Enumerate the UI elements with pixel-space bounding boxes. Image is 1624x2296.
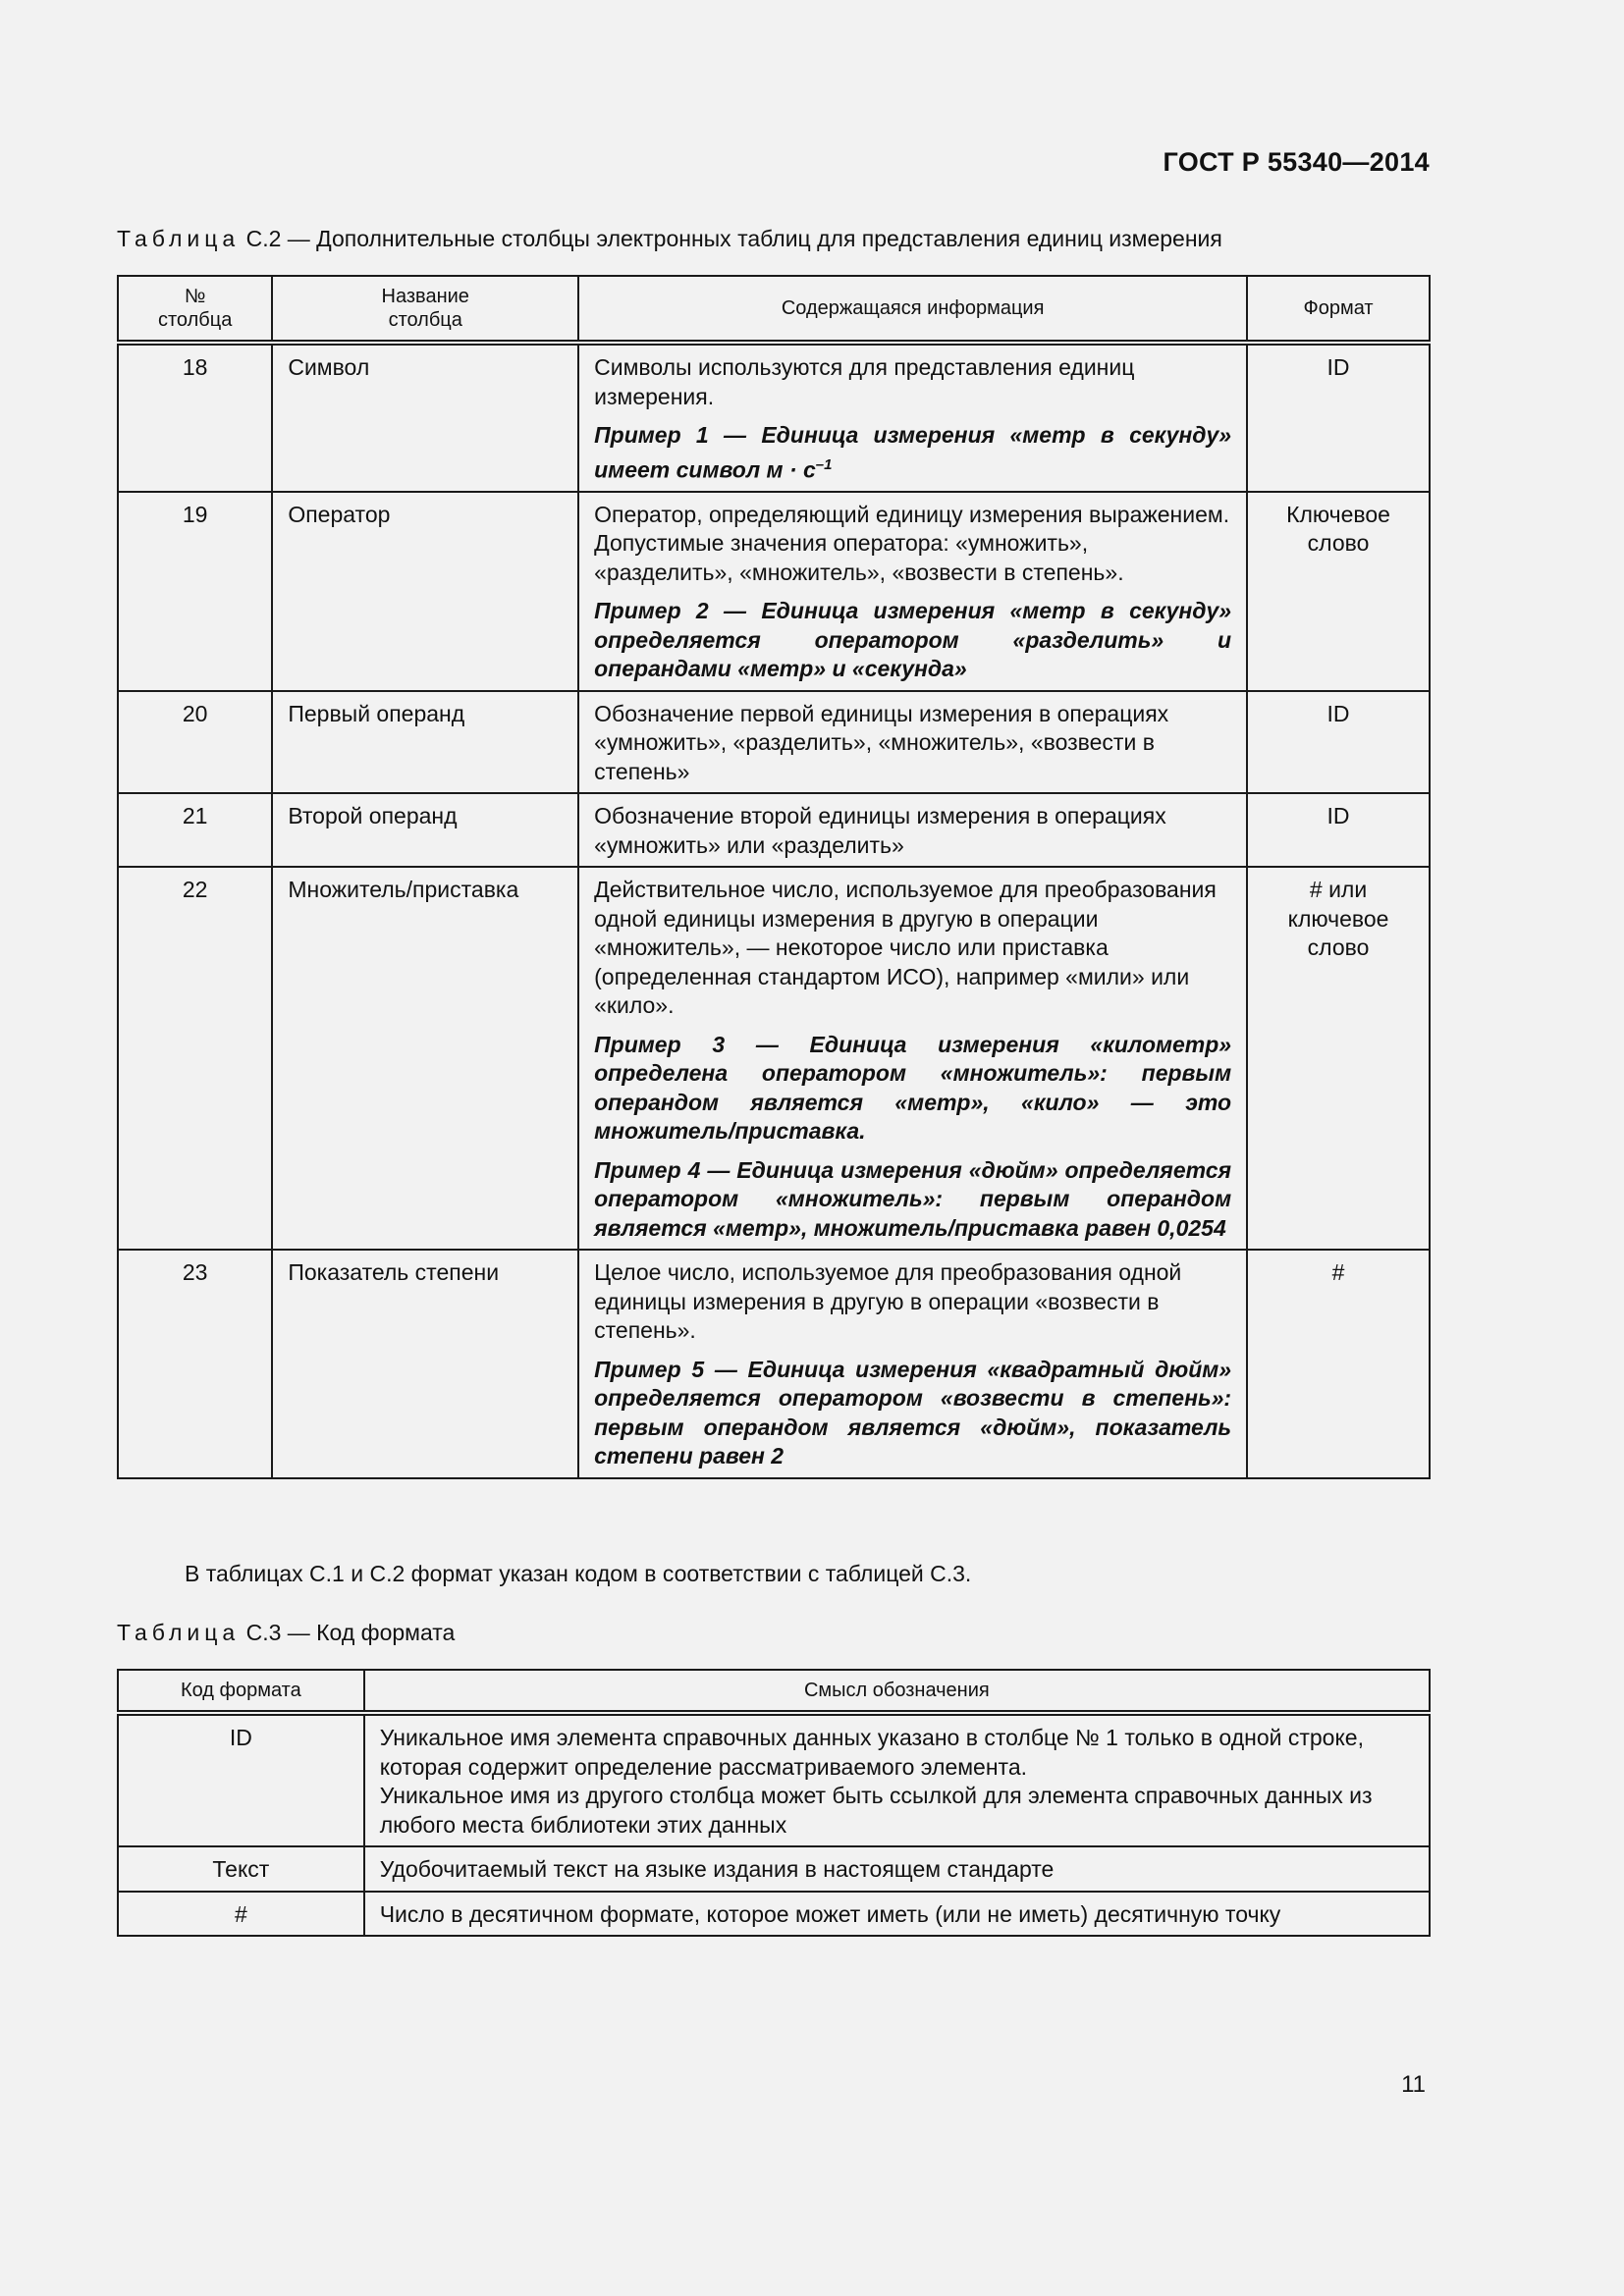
format-cell: ID (1247, 691, 1430, 794)
table-c2-caption (117, 226, 1222, 252)
table-row (118, 793, 1430, 867)
table-c2-caption-word: Таблица (117, 226, 241, 251)
header-format-code: Код формата (118, 1670, 364, 1713)
contained-info-cell (578, 492, 1247, 691)
header-column-name: Название столбца (272, 276, 578, 343)
info-text: Действительное число, используемое для преобразования одной единицы измерения в другую в операции «множитель», — некоторое число или приставка (определенная стандартом ИСО), например «мили» или «кило». (594, 877, 1217, 1019)
format-cell: # (1247, 1250, 1430, 1478)
meaning-cell: Удобочитаемый текст на языке издания в настоящем стандарте (364, 1846, 1430, 1892)
header-meaning: Смысл обозначения (364, 1670, 1430, 1713)
column-number-cell: 21 (118, 793, 272, 867)
table-c3 (117, 1669, 1431, 1937)
table-c3-caption-text: С.3 — Код формата (240, 1620, 456, 1645)
header-format: Формат (1247, 276, 1430, 343)
table-row (118, 1713, 1430, 1846)
format-cell: Ключевое слово (1247, 492, 1430, 691)
table-row (118, 492, 1430, 691)
format-cell: ID (1247, 793, 1430, 867)
table-row (118, 1892, 1430, 1937)
info-text: Символы используются для представления единиц измерения. (594, 354, 1135, 409)
column-name-cell: Второй операнд (272, 793, 578, 867)
column-name-cell: Показатель степени (272, 1250, 578, 1478)
info-text: Обозначение первой единицы измерения в операциях «умножить», «разделить», «множитель», «возвести в степень» (594, 700, 1169, 784)
info-text: Оператор, определяющий единицу измерения выражением. Допустимые значения оператора: «умножить», «разделить», «множитель», «возвести в степень». (594, 501, 1230, 585)
contained-info-cell (578, 691, 1247, 794)
format-cell: ID (1247, 343, 1430, 492)
table-row (118, 867, 1430, 1250)
info-text: Целое число, используемое для преобразования одной единицы измерения в другую в операции «возвести в степень». (594, 1259, 1182, 1344)
contained-info-cell (578, 867, 1247, 1250)
column-number-cell: 19 (118, 492, 272, 691)
info-text: Обозначение второй единицы измерения в операциях «умножить» или «разделить» (594, 803, 1166, 858)
contained-info-cell (578, 1250, 1247, 1478)
column-name-cell: Множитель/приставка (272, 867, 578, 1250)
column-number-cell: 23 (118, 1250, 272, 1478)
note-paragraph: В таблицах С.1 и С.2 формат указан кодом в соответствии с таблицей С.3. (185, 1561, 972, 1586)
format-cell: # или ключевое слово (1247, 867, 1430, 1250)
format-code-cell: # (118, 1892, 364, 1937)
example-text: Пример 3 — Единица измерения «километр» определена оператором «множитель»: первым операндом является «метр», «кило» — это множитель/приставка. (594, 1031, 1232, 1145)
column-number-cell: 18 (118, 343, 272, 492)
header-contained-info: Содержащаяся информация (578, 276, 1247, 343)
page-number: 11 (1401, 2071, 1426, 2098)
meaning-cell: Число в десятичном формате, которое может иметь (или не иметь) десятичную точку (364, 1892, 1430, 1937)
header-column-number: № столбца (118, 276, 272, 343)
standard-designation: ГОСТ Р 55340—2014 (1163, 147, 1430, 177)
table-row (118, 1250, 1430, 1478)
format-code-cell: Текст (118, 1846, 364, 1892)
meaning-cell (364, 1713, 1430, 1846)
table-row (118, 1846, 1430, 1892)
table-c2 (117, 275, 1431, 1479)
example-text: Пример 4 — Единица измерения «дюйм» определяется оператором «множитель»: первым операндом является «метр», множитель/приставка равен 0,0254 (594, 1156, 1232, 1241)
contained-info-cell (578, 793, 1247, 867)
example-text: Пример 2 — Единица измерения «метр в секунду» определяется оператором «разделить» и операндами «метр» и «секунда» (594, 598, 1232, 682)
table-c3-caption-word: Таблица (117, 1620, 241, 1645)
table-c3-header-row (118, 1670, 1430, 1713)
contained-info-cell (578, 343, 1247, 492)
example-text (594, 421, 1231, 485)
column-name-cell: Первый операнд (272, 691, 578, 794)
table-row (118, 691, 1430, 794)
table-row (118, 343, 1430, 492)
column-number-cell: 22 (118, 867, 272, 1250)
table-c2-caption-text: С.2 — Дополнительные столбцы электронных таблиц для представления единиц измерения (240, 226, 1222, 251)
example-superscript: –1 (815, 455, 833, 473)
meaning-text: Уникальное имя элемента справочных данных указано в столбце № 1 только в одной строке, которая содержит определение рассматриваемого элемента. (379, 1725, 1364, 1780)
column-name-cell: Символ (272, 343, 578, 492)
column-number-cell: 20 (118, 691, 272, 794)
example-text: Пример 5 — Единица измерения «квадратный дюйм» определяется оператором «возвести в степень»: первым операндом является «дюйм», показатель степени равен 2 (594, 1356, 1232, 1469)
example-body: Пример 1 — Единица измерения «метр в секунду» имеет символ м · с (594, 422, 1232, 483)
meaning-text: Уникальное имя из другого столбца может быть ссылкой для элемента справочных данных из любого места библиотеки этих данных (379, 1783, 1373, 1838)
format-code-cell: ID (118, 1713, 364, 1846)
table-c3-caption (117, 1620, 455, 1646)
table-c2-header-row (118, 276, 1430, 343)
column-name-cell: Оператор (272, 492, 578, 691)
